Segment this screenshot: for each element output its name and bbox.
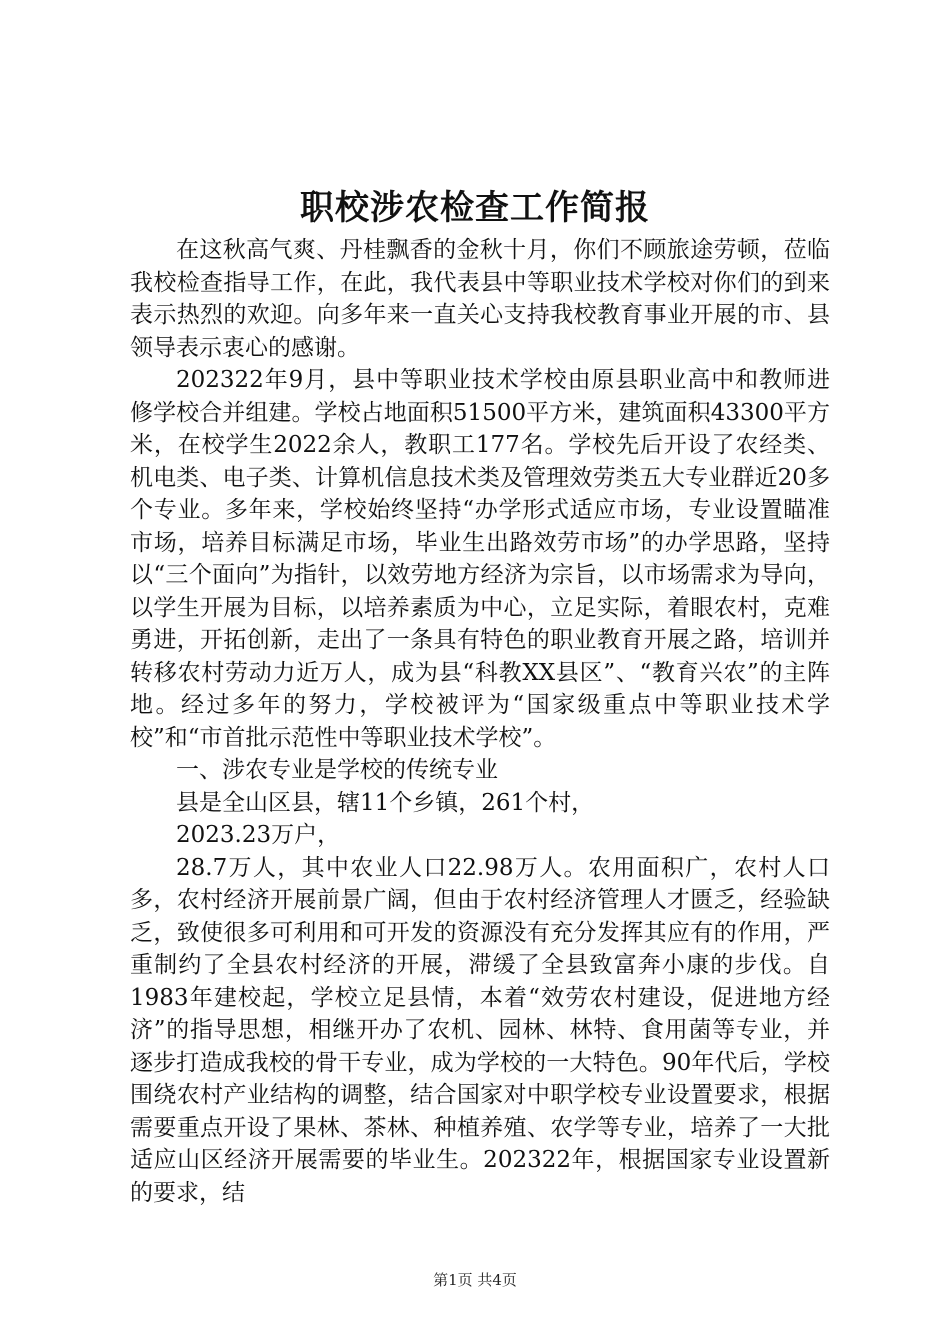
paragraph-county-info: 县是全山区县，辖11个乡镇，261个村，	[176, 789, 595, 816]
document-title: 职校涉农检查工作简报	[300, 188, 650, 228]
page-footer: 第1页 共4页	[433, 1271, 517, 1289]
paragraph-households: 2023.23万户，	[176, 822, 341, 848]
paragraph-school-overview: 202322年9月，县中等职业技术学校由原县职业高中和教师进修学校合并组建。学校占地面积51500平方米，建筑面积43300平方米，在校学生2022余人，教职工177名。学校先后开设了农经类、机电类、电子类、计算机信息技术类及管理效劳类五大专业群近20多个专业。多年来，学校始终坚持“办学形式适应市场，专业设置瞄准市场，培养目标满足市场，毕业生出路效劳市场”的办学思路，坚持以“三个面向”为指针，以效劳地方经济为宗旨，以市场需求为导向，以学生开展为目标，以培养素质为中心，立足实际，着眼农村，克难勇进，开拓创新，走出了一条具有特色的职业教育开展之路，培训并转移农村劳动力近万人，成为县“科教XX县区”、“教育兴农”的主阵地。经过多年的努力，学校被评为“国家级重点中等职业技术学校”和“市首批示范性中等职业技术学校”。	[130, 367, 830, 751]
paragraph-welcome: 在这秋高气爽、丹桂飘香的金秋十月，你们不顾旅途劳顿，莅临我校检查指导工作，在此，我代表县中等职业技术学校对你们的到来表示热烈的欢迎。向多年来一直关心支持我校教育事业开展的市、县领导表示衷心的感谢。	[130, 237, 830, 361]
document-body	[130, 234, 830, 1209]
paragraph-agriculture: 28.7万人，其中农业人口22.98万人。农用面积广，农村人口多，农村经济开展前景广阔，但由于农村经济管理人才匮乏，经验缺乏，致使很多可利用和可开发的资源没有充分发挥其应有的作用，严重制约了全县农村经济的开展，滞缓了全县致富奔小康的步伐。自1983年建校起，学校立足县情，本着“效劳农村建设，促进地方经济”的指导思想，相继开办了农机、园林、林特、食用菌等专业，并逐步打造成我校的骨干专业，成为学校的一大特色。90年代后，学校围绕农村产业结构的调整，结合国家对中职学校专业设置要求，根据需要重点开设了果林、茶林、种植养殖、农学等专业，培养了一大批适应山区经济开展需要的毕业生。202322年，根据国家专业设置新的要求，结	[130, 854, 830, 1206]
section-heading: 一、涉农专业是学校的传统专业	[176, 757, 498, 783]
